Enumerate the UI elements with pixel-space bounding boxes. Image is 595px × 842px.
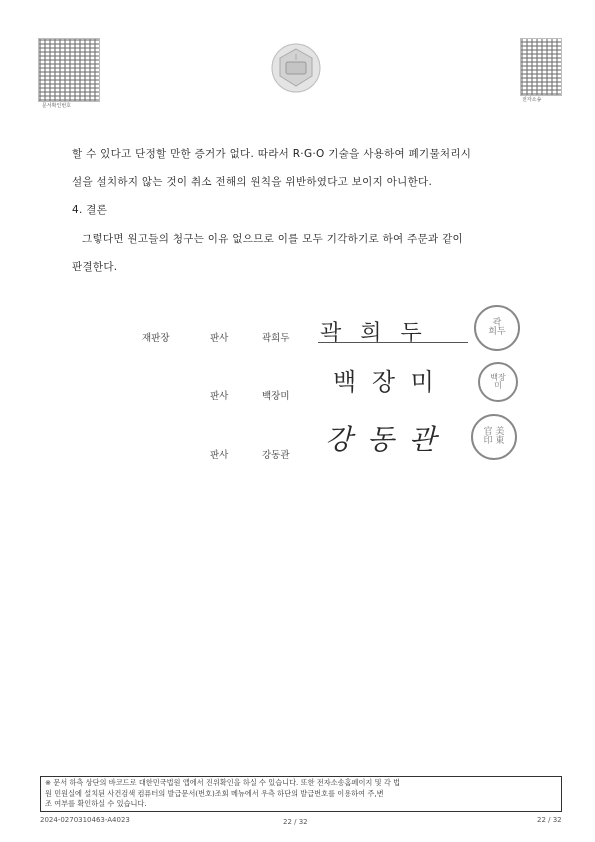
notice-line-2: 원 민원실에 설치된 사건검색 컴퓨터의 발급문서(번호)조회 메뉴에서 우측 하단의 발급번호를 이용하여 주,변	[45, 788, 384, 798]
notice-line-1: ※ 문서 하측 상단의 바코드로 대한민국법원 앱에서 진위확인을 하실 수 있습니다. 또한 전자소송홈페이지 및 각 법	[45, 778, 401, 787]
judge1-signature: 백 장 미	[333, 368, 438, 396]
judge2-name: 강동관	[262, 450, 290, 461]
body-line-3: 그렇다면 원고들의 청구는 이유 없으므로 이를 모두 기각하기로 하여 주문과 같이	[82, 233, 463, 245]
body-line-1: 할 수 있다고 단정할 만한 증거가 없다. 따라서 R·G·O 기술을 사용하여 폐기물처리시	[72, 148, 472, 160]
signature-underline	[318, 342, 468, 343]
page-number-center: 22 / 32	[283, 818, 308, 826]
judge1-name: 백장미	[262, 391, 290, 402]
body-line-4: 판결한다.	[72, 261, 118, 273]
page-number-right: 22 / 32	[537, 816, 562, 824]
chief-judge-signature: 곽 희 두	[320, 321, 428, 346]
judge2-seal: 官 美 印 東	[471, 414, 517, 460]
left-qr-caption: 문서확인번호	[42, 103, 71, 109]
judge2-role: 판사	[210, 450, 229, 461]
verification-notice	[40, 776, 562, 812]
judge1-role: 판사	[210, 391, 229, 402]
document-number: 2024-0270310463-A4023	[40, 816, 130, 824]
judge1-seal: 백장 미	[478, 362, 518, 402]
chief-judge-seal: 곽 희두	[474, 305, 520, 351]
chief-judge-name: 곽희두	[262, 333, 290, 344]
left-qr-code	[38, 38, 100, 102]
section-heading: 4. 결론	[72, 204, 108, 216]
body-line-2: 설을 설치하지 않는 것이 취소 전해의 원칙을 위반하였다고 보이지 아니한다.	[72, 176, 433, 188]
presiding-judge-title: 재판장	[142, 333, 170, 344]
right-qr-code	[520, 38, 562, 96]
chief-judge-role: 판사	[210, 333, 229, 344]
right-qr-caption: 전자소송	[522, 97, 542, 103]
court-emblem-icon	[268, 40, 324, 96]
notice-line-3: 조 여부를 확인하실 수 있습니다.	[45, 799, 147, 808]
judge2-signature: 강 동 관	[325, 423, 439, 456]
